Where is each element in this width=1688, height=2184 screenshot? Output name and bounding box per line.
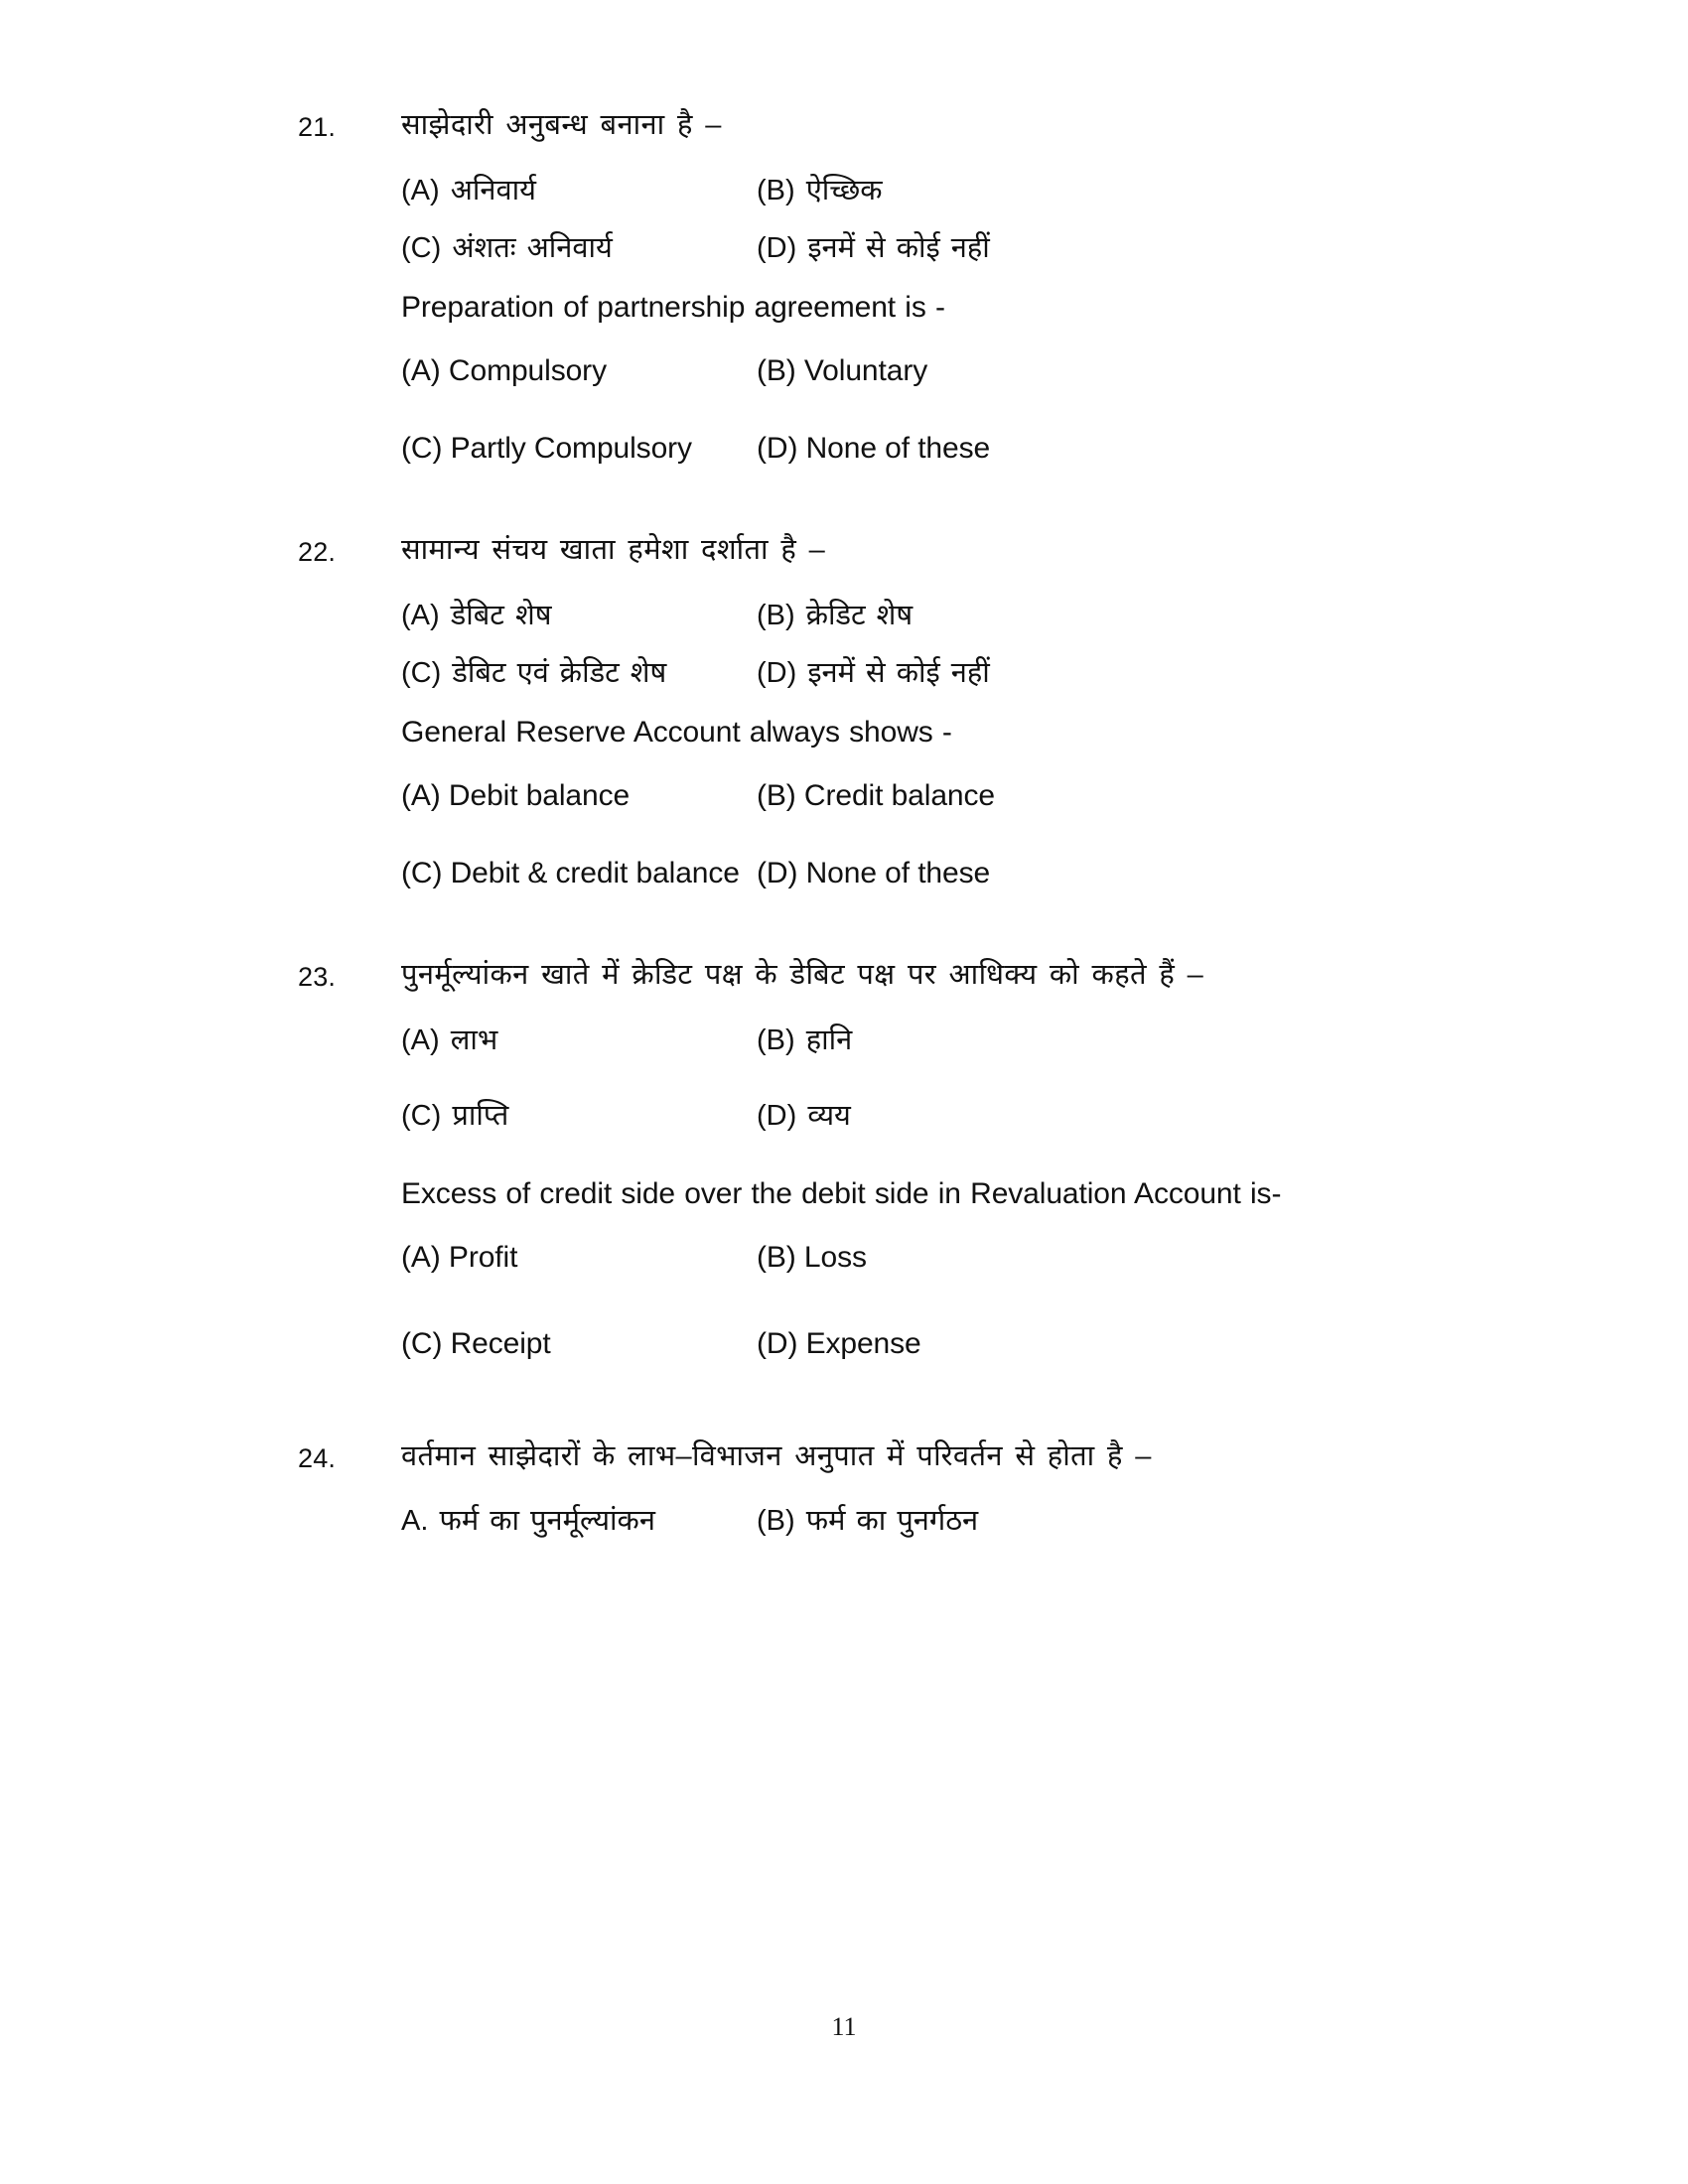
options-hindi-23 [401, 1023, 1519, 1135]
option-row [401, 598, 1519, 633]
option-a-hindi-23[interactable]: (A) लाभ [401, 1024, 498, 1057]
option-b-english-23[interactable]: (B) Loss [757, 1240, 867, 1274]
option-b-hindi-24[interactable]: (B) फर्म का पुनर्गठन [757, 1505, 979, 1538]
option-d-english-22[interactable]: (D) None of these [757, 856, 991, 889]
options-english-22 [401, 777, 1519, 891]
options-hindi-22 [401, 598, 1519, 692]
option-row [401, 1503, 1519, 1539]
option-row [401, 1098, 1519, 1134]
option-row [401, 230, 1519, 266]
question-stem-english-21: Preparation of partnership agreement is - [401, 291, 945, 325]
option-b-hindi-23[interactable]: (B) हानि [757, 1024, 853, 1057]
option-row [401, 1325, 1519, 1363]
option-row [401, 1023, 1519, 1058]
option-d-hindi-23[interactable]: (D) व्यय [757, 1100, 851, 1133]
option-a-english-23[interactable]: (A) Profit [401, 1240, 518, 1274]
question-stem-hindi-21: साझेदारी अनुबन्ध बनाना है – [401, 109, 722, 141]
question-number-24: 24. [298, 1442, 337, 1473]
options-hindi-24 [401, 1503, 1519, 1539]
options-english-21 [401, 352, 1519, 467]
question-block-21 [298, 107, 1519, 506]
question-stem-english-22: General Reserve Account always shows - [401, 716, 952, 750]
option-c-hindi-21[interactable]: (C) अंशतः अनिवार्य [401, 231, 613, 264]
options-hindi-21 [401, 173, 1519, 267]
question-block-24 [298, 1438, 1519, 1562]
option-c-hindi-22[interactable]: (C) डेबिट एवं क्रेडिट शेष [401, 657, 667, 690]
question-list [298, 107, 1519, 1587]
option-b-english-22[interactable]: (B) Credit balance [757, 779, 995, 813]
question-stem-hindi-22: सामान्य संचय खाता हमेशा दर्शाता है – [401, 534, 826, 567]
option-c-english-22[interactable]: (C) Debit & credit balance [401, 856, 740, 889]
option-d-hindi-21[interactable]: (D) इनमें से कोई नहीं [757, 231, 990, 264]
option-b-hindi-22[interactable]: (B) क्रेडिट शेष [757, 599, 914, 631]
option-a-hindi-21[interactable]: (A) अनिवार्य [401, 174, 536, 206]
page-number: 11 [831, 2012, 857, 2041]
options-english-23 [401, 1239, 1519, 1363]
option-b-hindi-21[interactable]: (B) ऐच्छिक [757, 174, 883, 206]
option-a-english-21[interactable]: (A) Compulsory [401, 354, 607, 388]
question-number-22: 22. [298, 537, 337, 568]
option-d-hindi-22[interactable]: (D) इनमें से कोई नहीं [757, 657, 990, 690]
question-number-23: 23. [298, 962, 337, 993]
option-row [401, 855, 1519, 892]
question-stem-english-23: Excess of credit side over the debit side in Revaluation Account is- [401, 1176, 1282, 1210]
option-row [401, 352, 1519, 390]
question-block-22 [298, 532, 1519, 931]
option-row [401, 777, 1519, 815]
option-b-english-21[interactable]: (B) Voluntary [757, 354, 928, 388]
option-a-english-22[interactable]: (A) Debit balance [401, 779, 631, 813]
question-stem-hindi-23: पुनर्मूल्यांकन खाते में क्रेडिट पक्ष के डेबिट पक्ष पर आधिक्य को कहते हैं – [401, 959, 1204, 992]
question-stem-hindi-24: वर्तमान साझेदारों के लाभ–विभाजन अनुपात में परिवर्तन से होता है – [401, 1439, 1152, 1472]
option-row [401, 173, 1519, 208]
option-row [401, 655, 1519, 691]
option-a-hindi-24[interactable]: A. फर्म का पुनर्मूल्यांकन [401, 1505, 655, 1538]
question-block-23 [298, 957, 1519, 1412]
option-c-english-23[interactable]: (C) Receipt [401, 1327, 551, 1361]
option-row [401, 1239, 1519, 1277]
option-d-english-21[interactable]: (D) None of these [757, 431, 991, 465]
option-a-hindi-22[interactable]: (A) डेबिट शेष [401, 599, 552, 631]
option-row [401, 430, 1519, 468]
option-c-english-21[interactable]: (C) Partly Compulsory [401, 431, 692, 465]
question-number-21: 21. [298, 112, 337, 142]
option-c-hindi-23[interactable]: (C) प्राप्ति [401, 1100, 509, 1133]
option-d-english-23[interactable]: (D) Expense [757, 1327, 921, 1361]
